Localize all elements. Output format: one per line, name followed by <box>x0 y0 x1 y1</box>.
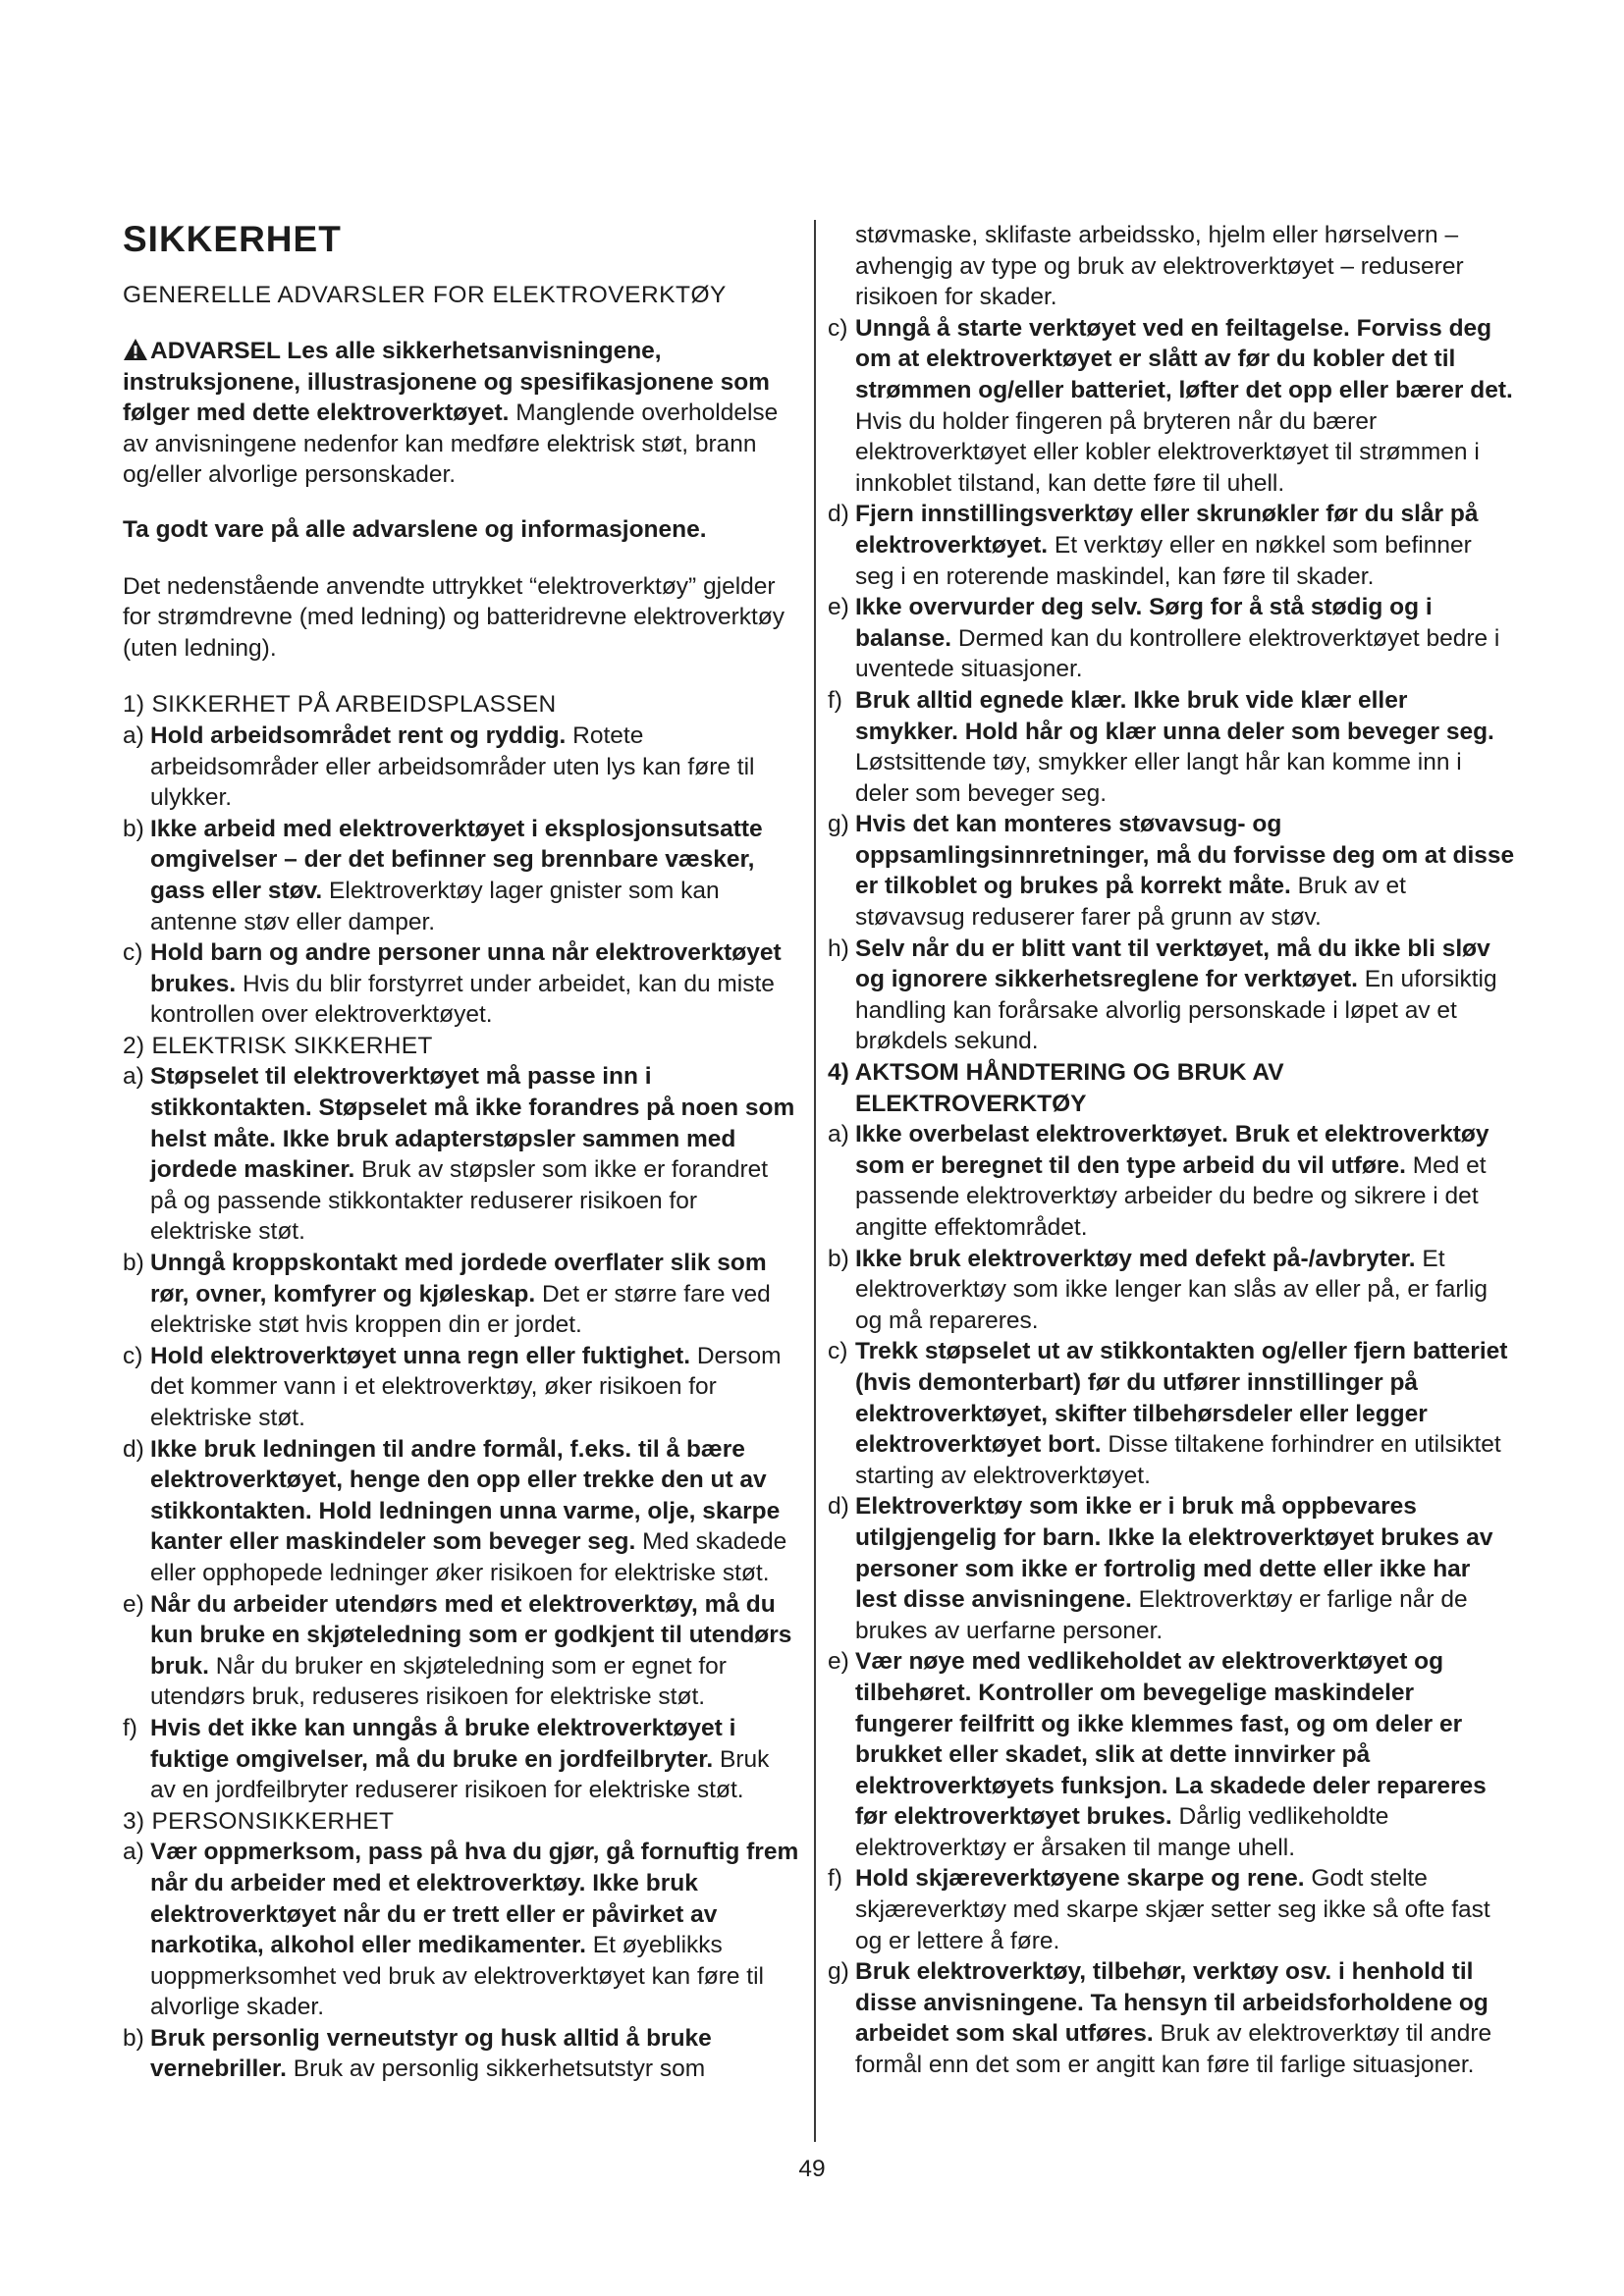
section-subtitle: GENERELLE ADVARSLER FOR ELEKTROVERKTØY <box>123 282 727 308</box>
keep-note: Ta godt vare på alle advarslene og informasjonene. <box>123 515 707 543</box>
list-item: f) Bruk alltid egnede klær. Ikke bruk vide klær eller smykker. Hold hår og klær unna deler som beveger seg. Løstsittende tøy, smykker eller langt hår kan komme inn i deler som beveger seg. <box>828 686 1494 807</box>
list-item: g) Hvis det kan monteres støvavsug- og oppsamlingsinnretninger, må du forvisse deg om at disse er tilkoblet og brukes på korrekt måte. Bruk av et støvavsug reduserer farer på grunn av støv. <box>828 811 1515 932</box>
warning-bold-text: ADVARSEL Les alle sikkerhetsanvisningene, instruksjonene, illustrasjonene og spesifikasjonene som følger med dette elektroverktøyet. <box>123 338 770 427</box>
list-item: b) Ikke bruk elektroverktøy med defekt på-/avbryter. Et elektroverktøy som ikke lenger kan slås av eller på, er farlig og må repareres. <box>828 1245 1489 1334</box>
continuation-text: støvmaske, sklifaste arbeidssko, hjelm eller hørselvern – avhengig av type og bruk av elektroverktøyet – reduserer risikoen for skader. <box>855 222 1464 311</box>
list-item: d) Elektroverktøy som ikke er i bruk må oppbevares utilgjengelig for barn. Ikke la elektroverktøyet brukes av personer som ikke er fortrolig med dette eller ikke har lest disse anvisningene. Elektroverktøy er farlige når de brukes av uerfarne personer. <box>828 1493 1493 1644</box>
section-3-heading: 3) PERSONSIKKERHET <box>123 1807 395 1835</box>
list-item: e) Ikke overvurder deg selv. Sørg for å stå stødig og i balanse. Dermed kan du kontrollere elektroverktøyet bedre i uventede situasjoner. <box>828 594 1500 683</box>
warning-triangle-icon <box>123 338 148 361</box>
list-item: g) Bruk elektroverktøy, tilbehør, verktøy osv. i henhold til disse anvisningene. Ta hensyn til arbeidsforholdene og arbeidet som skal utføres. Bruk av elektroverktøy til andre formål enn det som er angitt kan føre til farlige situasjoner. <box>828 1958 1492 2079</box>
list-item: c) Trekk støpselet ut av stikkontakten og/eller fjern batteriet (hvis demonterbart) før du utfører innstillinger på elektroverktøyet, skifter tilbehørsdeler eller legger elektroverktøyet bort. Disse tiltakene forhindrer en utilsiktet starting av elektroverktøyet. <box>828 1338 1508 1489</box>
page-number: 49 <box>798 2156 826 2182</box>
list-item: c) Hold barn og andre personer unna når elektroverktøyet brukes. Hvis du blir forstyrret under arbeidet, kan du miste kontrollen over elektroverktøyet. <box>123 939 782 1029</box>
left-column <box>123 218 800 2085</box>
list-item: b) Ikke arbeid med elektroverktøyet i eksplosjonsutsatte omgivelser – der det befinner seg brennbare væsker, gass eller støv. Elektroverktøy lager gnister som kan antenne støv eller damper. <box>123 815 763 935</box>
list-item: e) Vær nøye med vedlikeholdet av elektroverktøyet og tilbehøret. Kontroller om bevegelige maskindeler fungerer feilfritt og ikke klemmes fast, og om deler er brukket eller skadet, slik at dette innvirker på elektroverktøyets funksjon. La skadede deler repareres før elektroverktøyet brukes. Dårlig vedlikeholdte elektroverktøy er årsaken til mange uhell. <box>828 1648 1487 1861</box>
section-3-list-continued <box>828 313 1515 1057</box>
list-item: a) Vær oppmerksom, pass på hva du gjør, gå fornuftig frem når du arbeider med et elektroverktøy. Ikke bruk elektroverktøyet når du er trett eller er påvirket av narkotika, alkohol eller medikamenter. Et øyeblikks uoppmerksomhet ved bruk av elektroverktøyet kan føre til alvorlige skader. <box>123 1839 799 2021</box>
definition-paragraph: Det nedenstående anvendte uttrykket “elektroverktøy” gjelder for strømdrevne (med ledning) og batteridrevne elektroverktøy (uten ledning). <box>123 572 785 662</box>
list-item: d) Ikke bruk ledningen til andre formål, f.eks. til å bære elektroverktøyet, henge den opp eller trekke den ut av stikkontakten. Hold ledningen unna varme, olje, skarpe kanter eller maskindeler som beveger seg. Med skadede eller opphopede ledninger øker risikoen for elektriske støt. <box>123 1435 787 1586</box>
warning-normal-text: Manglende overholdelse av anvisningene nedenfor kan medføre elektrisk støt, brann og/eller alvorlige personskader. <box>123 400 779 489</box>
list-item: f) Hold skjæreverktøyene skarpe og rene. Godt stelte skjæreverktøy med skarpe skjær setter seg ikke så ofte fast og er lettere å føre. <box>828 1865 1490 1954</box>
right-column <box>828 220 1515 2081</box>
list-item: c) Hold elektroverktøyet unna regn eller fuktighet. Dersom det kommer vann i et elektroverktøy, øker risikoen for elektriske støt. <box>123 1342 782 1431</box>
list-item: a) Støpselet til elektroverktøyet må passe inn i stikkontakten. Støpselet må ikke forandres på noen som helst måte. Ikke bruk adapterstøpsler sammen med jordede maskiner. Bruk av støpsler som ikke er forandret på og passende stikkontakter reduserer risikoen for elektriske støt. <box>123 1063 795 1246</box>
list-item: b) Unngå kroppskontakt med jordede overflater slik som rør, ovner, komfyrer og kjøleskap. Det er større fare ved elektriske støt hvis kroppen din er jordet. <box>123 1250 771 1339</box>
list-item: f) Hvis det ikke kan unngås å bruke elektroverktøyet i fuktige omgivelser, må du bruke en jordfeilbryter. Bruk av en jordfeilbryter reduserer risikoen for elektriske støt. <box>123 1714 770 1804</box>
list-item: a) Ikke overbelast elektroverktøyet. Bruk et elektroverktøy som er beregnet til den type arbeid du vil utføre. Med et passende elektroverktøy arbeider du bedre og sikrere i det angitte effektområdet. <box>828 1121 1489 1241</box>
section-2-heading: 2) ELEKTRISK SIKKERHET <box>123 1032 433 1059</box>
general-warning <box>123 336 800 491</box>
section-4-heading: 4) AKTSOM HÅNDTERING OG BRUK AV ELEKTROVERKTØY <box>828 1059 1284 1117</box>
list-item: h) Selv når du er blitt vant til verktøyet, må du ikke bli sløv og ignorere sikkerhetsreglene for verktøyet. En uforsiktig handling kan forårsake alvorlig personskade i løpet av et brøkdels sekund. <box>828 934 1497 1055</box>
list-item: c) Unngå å starte verktøyet ved en feiltagelse. Forviss deg om at elektroverktøyet er slått av før du kobler det til strømmen og/eller batteriet, løfter det opp eller bærer det. Hvis du holder fingeren på bryteren når du bærer elektroverktøyet eller kobler elektroverktøyet til strømmen i innkoblet tilstand, kan dette føre til uhell. <box>828 314 1513 497</box>
section-1-heading: 1) SIKKERHET PÅ ARBEIDSPLASSEN <box>123 691 557 719</box>
page-title: SIKKERHET <box>123 219 342 259</box>
section-4-list <box>828 1119 1515 2080</box>
section-2-list <box>123 1061 800 1805</box>
list-item: d) Fjern innstillingsverktøy eller skrunøkler før du slår på elektroverktøyet. Et verktøy eller en nøkkel som befinner seg i en roterende maskindel, kan føre til skader. <box>828 501 1479 590</box>
column-divider <box>814 220 816 2142</box>
list-item: a) Hold arbeidsområdet rent og ryddig. Rotete arbeidsområder eller arbeidsområder uten lys kan føre til ulykker. <box>123 721 755 812</box>
list-item: b) Bruk personlig verneutstyr og husk alltid å bruke vernebriller. Bruk av personlig sikkerhetsutstyr som <box>123 2024 712 2083</box>
section-1-list <box>123 721 800 1031</box>
list-item: e) Når du arbeider utendørs med et elektroverktøy, må du kun bruke en skjøteledning som er godkjent til utendørs bruk. Når du bruker en skjøteledning som er egnet for utendørs bruk, reduseres risikoen for elektriske støt. <box>123 1590 792 1711</box>
section-3-list <box>123 1837 800 2085</box>
